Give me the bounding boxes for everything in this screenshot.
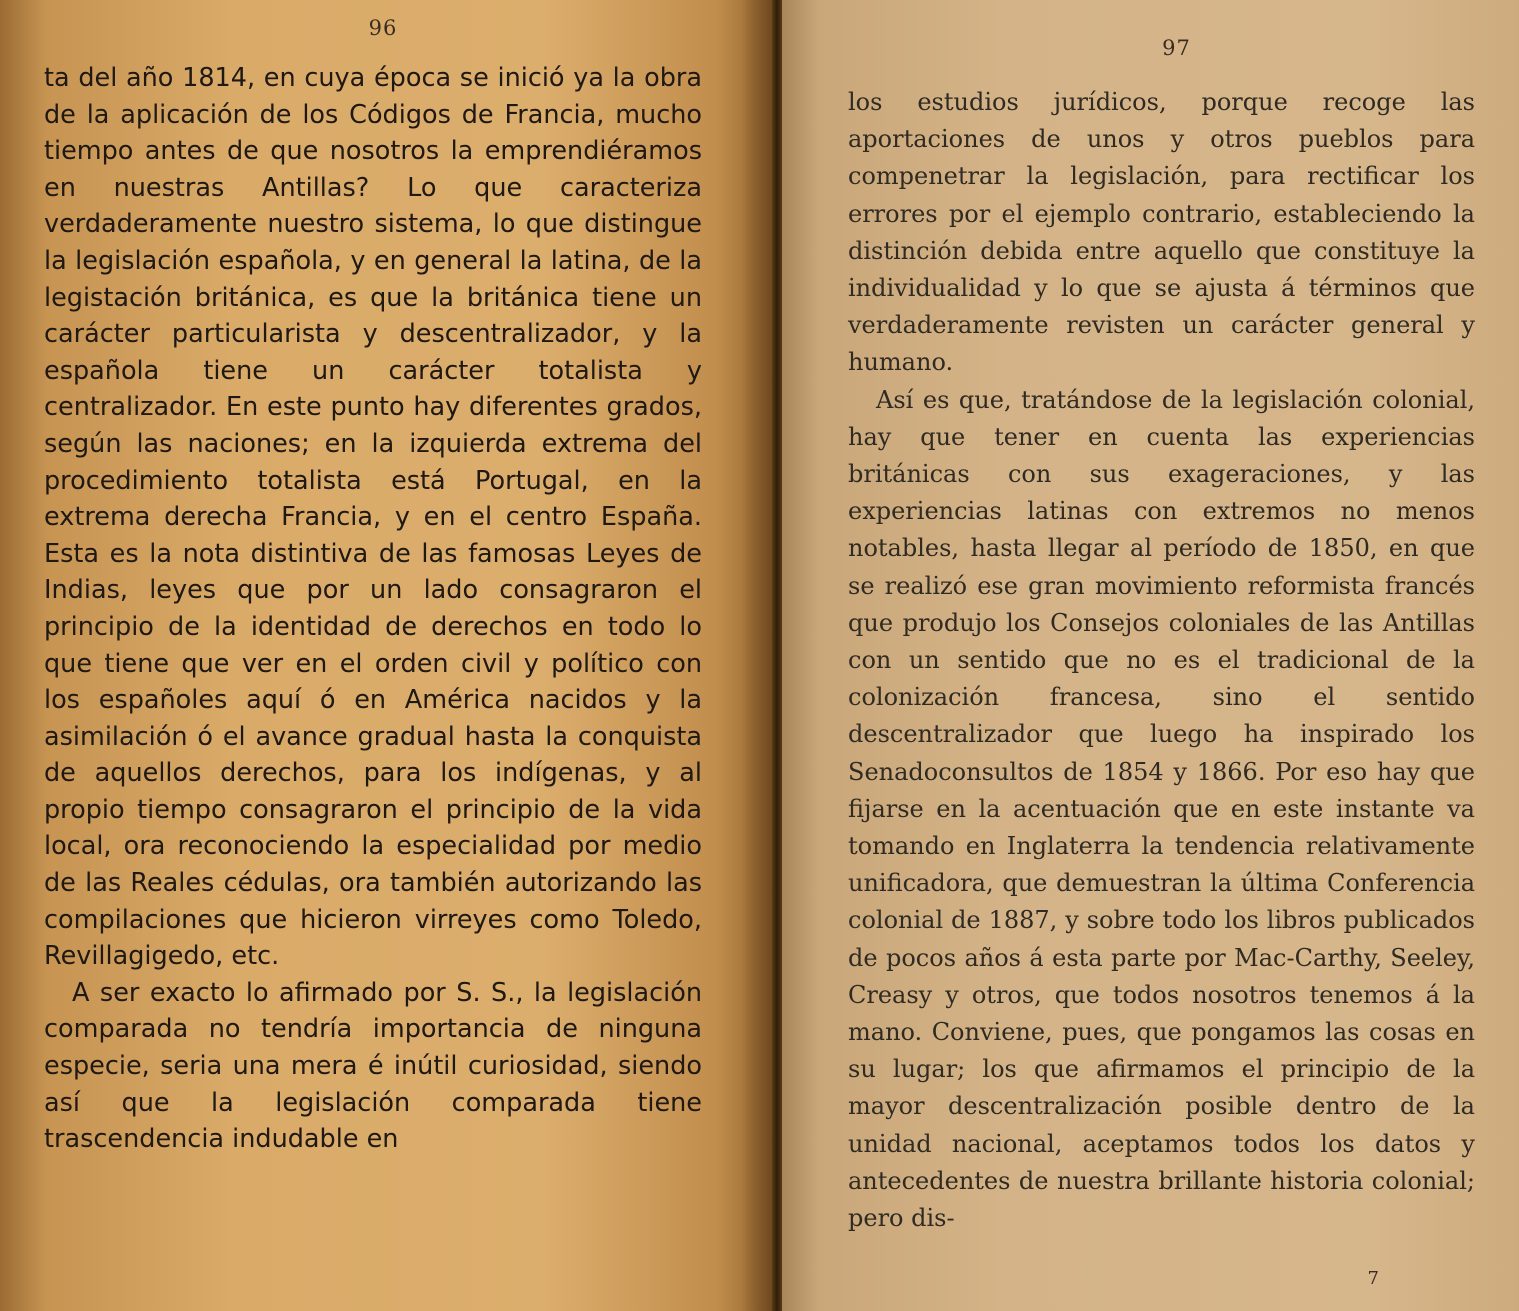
page-curl-shadow	[742, 0, 772, 1311]
right-paragraph-1: los estudios jurídicos, porque recoge las aportaciones de unos y otros pueblos para compenetrar la legislación, para rectificar los errores por el ejemplo contrario, estableciendo la distinción debida entre aquello que constituye la individualidad y lo que se ajusta á términos que verdaderamente revisten un carácter general y humano.	[848, 88, 1475, 377]
left-page-number: 96	[368, 16, 398, 40]
right-page-text	[848, 84, 1475, 1237]
right-paragraph-2: Así es que, tratándose de la legislación colonial, hay que tener en cuenta las experiencias británicas con sus exageraciones, y las experiencias latinas con extremos no menos notables, hasta llegar al período de 1850, en que se realizó ese gran movimiento reformista francés que produjo los Consejos coloniales de las Antillas con un sentido que no es el tradicional de la colonización francesa, sino el sentido descentralizador que luego ha inspirado los Senadoconsultos de 1854 y 1866. Por eso hay que fijarse en la acentuación que en este instante va tomando en Inglaterra la tendencia relativamente unificadora, que demuestran la última Conferencia colonial de 1887, y sobre todo los libros publicados de pocos años á esta parte por Mac-Carthy, Seeley, Creasy y otros, que todos nosotros tenemos á la mano. Conviene, pues, que pongamos las cosas en su lugar; los que afirmamos el principio de la mayor descentralización posible dentro de la unidad nacional, aceptamos todos los datos y antecedentes de nuestra brillante historia colonial; pero dis-	[848, 385, 1475, 1233]
right-page	[782, 0, 1519, 1311]
left-paragraph-2: A ser exacto lo afirmado por S. S., la legislación comparada no tendría importancia de ninguna especie, seria una mera é inútil curiosidad, siendo así que la legislación comparada tiene trascendencia indudable en	[44, 977, 702, 1155]
left-paragraph-1: ta del año 1814, en cuya época se inició ya la obra de la aplicación de los Códigos de Francia, mucho tiempo antes de que nosotros la emprendiéramos en nuestras Antillas? Lo que caracteriza verdaderamente nuestro sistema, lo que distingue la legislación española, y en general la latina, de la legistación británica, es que la británica tiene un carácter particularista y descentralizador, y la española tiene un carácter totalista y centralizador. En este punto hay diferentes grados, según las naciones; en la izquierda extrema del procedimiento totalista está Portugal, en la extrema derecha Francia, y en el centro España. Esta es la nota distintiva de las famosas Leyes de Indias, leyes que por un lado consagraron el principio de la identidad de derechos en todo lo que tiene que ver en el orden civil y político con los españoles aquí ó en América nacidos y la asimilación ó el avance gradual hasta la conquista de aquellos derechos, para los indígenas, y al propio tiempo consagraron el principio de la vida local, ora reconociendo la especialidad por medio de las Reales cédulas, ora también autorizando las compilaciones que hicieron virreyes como Toledo, Revillagigedo, etc.	[44, 63, 702, 972]
right-page-number: 97	[1162, 36, 1191, 60]
left-page-text	[44, 60, 702, 1158]
book-gutter	[772, 0, 782, 1311]
signature-mark: 7	[1367, 1268, 1379, 1289]
